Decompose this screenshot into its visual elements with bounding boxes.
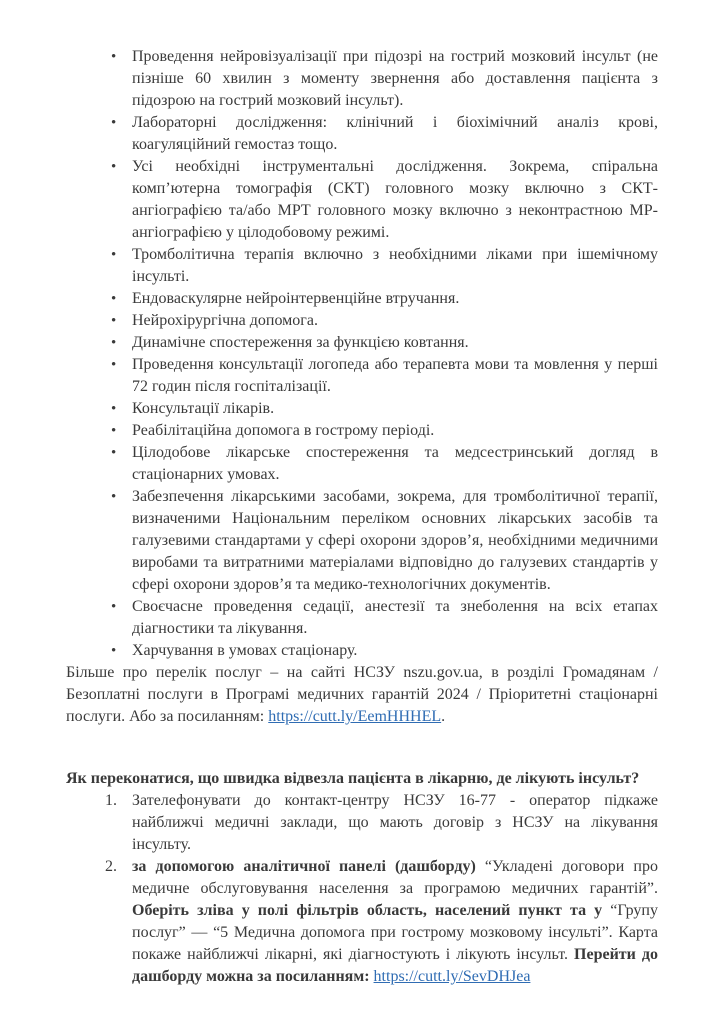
- list-item: • Лабораторні дослідження: клінічний і біохімічний аналіз крові, коагуляційний гемостаз тощо.: [132, 112, 658, 156]
- section-heading: Як переконатися, що швидка відвезла пацієнта в лікарню, де лікують інсульт?: [66, 770, 640, 787]
- numbered-item: [105, 790, 658, 856]
- list-item: • Проведення консультації логопеда або терапевта мови та мовлення у перші 72 годин після госпіталізації.: [132, 354, 658, 398]
- text-segment: Більше про перелік послуг – на сайті НСЗУ nszu.gov.ua, в розділі Громадянам / Безоплатні послуги в Програмі медичних гарантій 2024 / Пріоритетні стаціонарні послуги. Або за посиланням:: [66, 664, 658, 725]
- list-item: • Цілодобове лікарське спостереження та медсестринський догляд в стаціонарних умовах.: [132, 442, 658, 486]
- list-item: • Консультації лікарів.: [132, 398, 658, 420]
- list-item: • Своєчасне проведення седації, анестезії та знеболення на всіх етапах діагностики та лікування.: [132, 596, 658, 640]
- list-item: • Реабілітаційна допомога в гострому періоді.: [132, 420, 658, 442]
- text-segment: за допомогою аналітичної панелі (дашборду): [132, 858, 485, 875]
- hyperlink[interactable]: https://cutt.ly/EemHHHEL: [268, 708, 442, 725]
- item-number: 1.: [105, 792, 117, 809]
- list-item: • Нейрохірургічна допомога.: [132, 310, 658, 332]
- list-item: • Динамічне спостереження за функцією ковтання.: [132, 332, 658, 354]
- list-item: • Харчування в умовах стаціонару.: [132, 640, 658, 662]
- text-segment: Перейти до дашборду можна за посиланням:: [132, 946, 659, 985]
- hyperlink[interactable]: https://cutt.ly/SevDHJea: [373, 968, 531, 985]
- item-number: 2.: [105, 858, 117, 875]
- services-bullet-list: [66, 46, 658, 662]
- list-item: • Тромболітична терапія включно з необхідними ліками при ішемічному інсульті.: [132, 244, 658, 288]
- list-item: • Забезпечення лікарськими засобами, зокрема, для тромболітичної терапії, визначеними Національним переліком основних лікарських засобів та галузевими стандартами у сфері охорони здоров’я, необхідними медичними виробами та витратними матеріалами відповідно до галузевих стандартів у сфері охорони здоров’я та медико-технологічних документів.: [132, 486, 658, 596]
- list-item: • Ендоваскулярне нейроінтервенційне втручання.: [132, 288, 658, 310]
- list-item: • Проведення нейровізуалізації при підозрі на гострий мозковий інсульт (не пізніше 60 хвилин з моменту звернення або доставлення пацієнта з підозрою на гострий мозковий інсульт).: [132, 46, 658, 112]
- list-item: • Усі необхідні інструментальні дослідження. Зокрема, спіральна комп’ютерна томографія (СКТ) головного мозку включно з СКТ-ангіографією та/або МРТ головного мозку включно з неконтрастною МР-ангіографією у цілодобовому режимі.: [132, 156, 658, 244]
- numbered-item: [105, 856, 659, 988]
- text-segment: “Групу послуг” — “5 Медична допомога при гострому мозковому інсульті”. Карта покаже найближчі лікарні, які діагностують і лікують інсульт.: [132, 902, 658, 963]
- how-to-check-numbered-list: [66, 790, 658, 988]
- text-segment: Оберіть зліва у полі фільтрів область, населений пункт та у: [132, 902, 611, 919]
- more-info-paragraph: [66, 662, 658, 728]
- text-segment: Зателефонувати до контакт-центру НСЗУ 16-77 - оператор підкаже найближчі медичні заклади, що мають договір з НСЗУ на лікування інсульту.: [132, 792, 658, 853]
- text-segment: “Укладені договори про медичне обслуговування населення за програмою медичних гарантій”.: [132, 858, 658, 897]
- text-segment: .: [441, 708, 446, 725]
